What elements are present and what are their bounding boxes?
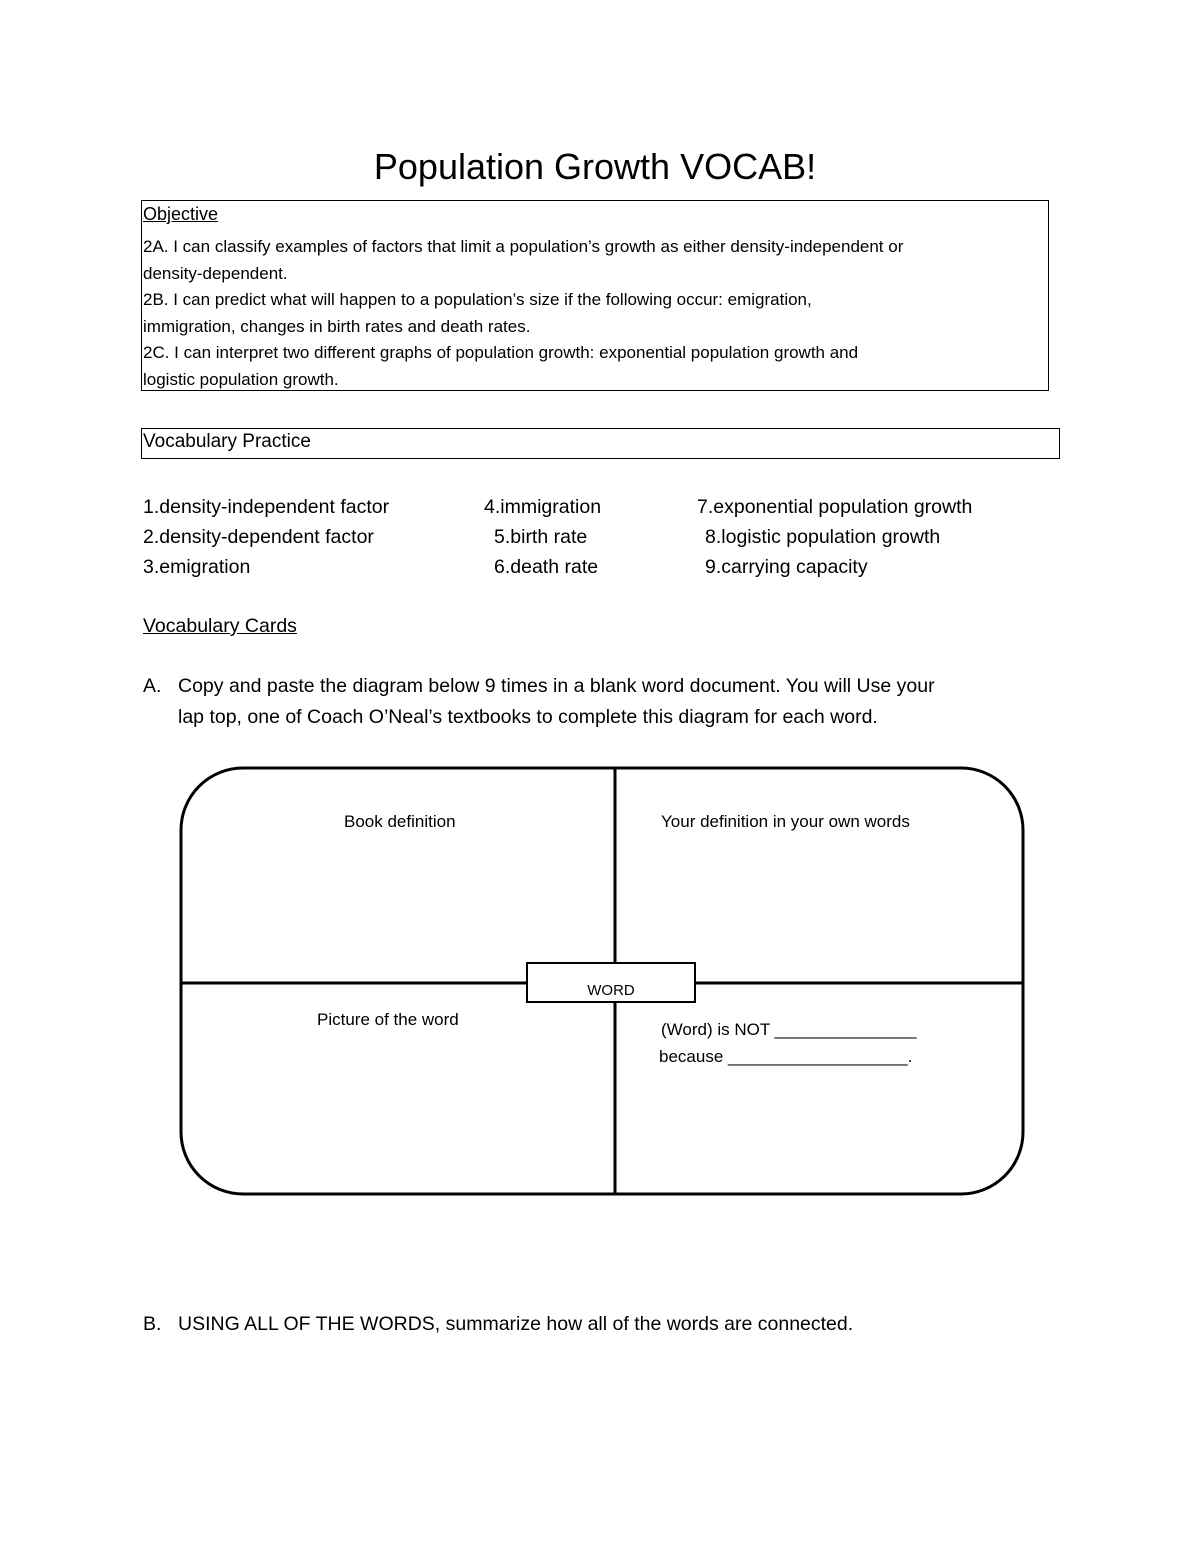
vocab-term: 7.exponential population growth bbox=[697, 496, 973, 518]
picture-of-word-label: Picture of the word bbox=[317, 1010, 459, 1029]
vocab-term: 3.emigration bbox=[143, 556, 251, 578]
vocab-term: 1.density-independent factor bbox=[143, 496, 390, 518]
step-a-line: lap top, one of Coach O’Neal’s textbooks to complete this diagram for each word. bbox=[178, 706, 878, 728]
non-example-line-2: because ___________________. bbox=[659, 1047, 913, 1066]
vocab-term: 5.birth rate bbox=[494, 526, 588, 548]
objective-line: immigration, changes in birth rates and death rates. bbox=[143, 317, 531, 336]
own-definition-label: Your definition in your own words bbox=[661, 812, 910, 831]
vocabulary-practice-heading: Vocabulary Practice bbox=[143, 431, 311, 452]
step-b-letter: B. bbox=[143, 1313, 162, 1335]
objective-line: density-dependent. bbox=[143, 264, 288, 283]
vocab-term: 9.carrying capacity bbox=[705, 556, 868, 578]
vocab-term: 2.density-dependent factor bbox=[143, 526, 374, 548]
word-center-label: WORD bbox=[587, 982, 635, 999]
objective-line: 2A. I can classify examples of factors that limit a population’s growth as either density-independent or bbox=[143, 237, 904, 256]
book-definition-label: Book definition bbox=[344, 812, 456, 831]
step-b-text: USING ALL OF THE WORDS, summarize how all of the words are connected. bbox=[178, 1313, 854, 1335]
non-example-line-1: (Word) is NOT _______________ bbox=[661, 1020, 917, 1039]
vocab-term: 8.logistic population growth bbox=[705, 526, 941, 548]
page-title: Population Growth VOCAB! bbox=[373, 146, 817, 187]
vocabulary-cards-heading: Vocabulary Cards bbox=[143, 615, 297, 637]
vocab-term: 6.death rate bbox=[494, 556, 599, 578]
objective-heading: Objective bbox=[143, 204, 219, 224]
step-a-letter: A. bbox=[143, 675, 162, 697]
step-a-line: Copy and paste the diagram below 9 times in a blank word document. You will Use your bbox=[178, 675, 935, 697]
vocab-term: 4.immigration bbox=[484, 496, 602, 518]
objective-line: 2C. I can interpret two different graphs of population growth: exponential population growth and bbox=[143, 343, 859, 362]
objective-line: 2B. I can predict what will happen to a population’s size if the following occur: emigration, bbox=[143, 290, 812, 309]
objective-line: logistic population growth. bbox=[143, 370, 339, 389]
